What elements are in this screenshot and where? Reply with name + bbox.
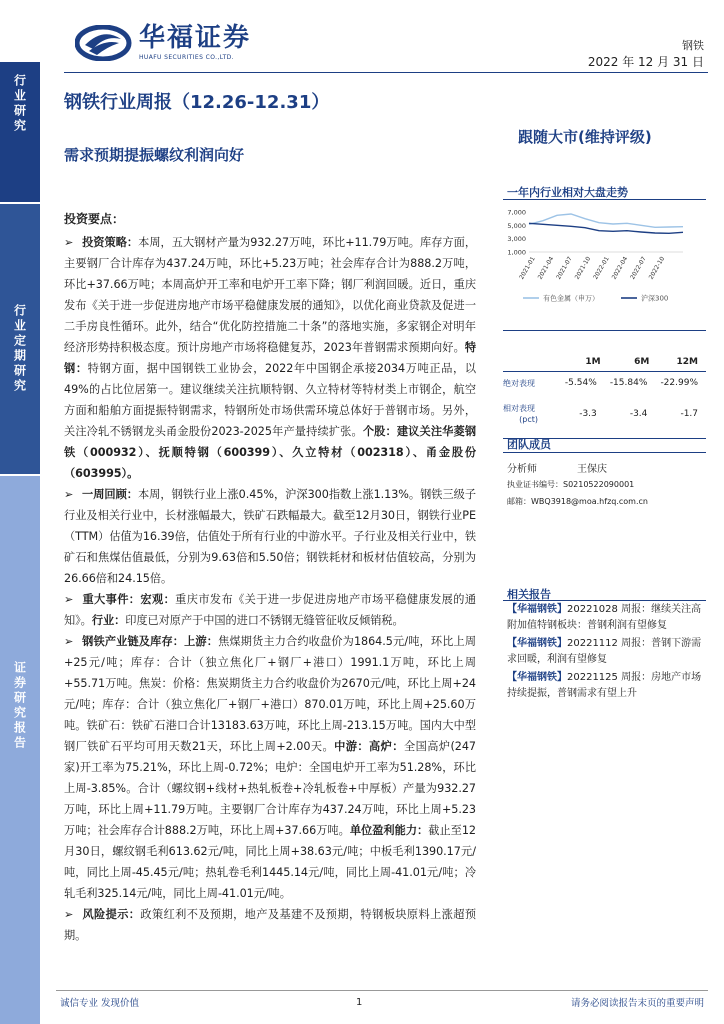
report-text: 20221028 周报：继续关注高附加值特钢板块：普钢利润有望修复 (507, 604, 702, 631)
y-tick-label: 3,000 (507, 235, 526, 244)
para-text: 印度已对原产于中国的进口不锈钢无缝管征收反倾销税。 (125, 614, 404, 627)
related-reports (507, 602, 706, 704)
para-label: 重大事件：宏观： (82, 593, 176, 606)
main-body (64, 232, 476, 946)
cell: -22.99% (660, 378, 699, 388)
analyst (507, 460, 607, 475)
logo-icon (75, 25, 133, 61)
analyst-role: 分析师 (507, 464, 537, 475)
report-text: 20221125 周报：房地产市场持续提振，普钢需求有望上升 (507, 672, 702, 699)
brand-name-cn: 华福证券 (139, 23, 252, 53)
para-label: 钢铁产业链及库存：上游： (82, 635, 219, 648)
analyst-email: 邮箱：WBQ3918@moa.hfzq.com.cn (507, 497, 648, 506)
report-tag: 【华福钢铁】 (507, 638, 567, 649)
page-number: 1 (356, 997, 363, 1008)
x-tick-label: 2022-01 (592, 255, 611, 281)
para-text: 本周，钢铁行业上涨0.45%，沪深300指数上涨1.13%。钢铁三级子行业及相关行业中，长材涨幅最大，铁矿石跌幅最大。截至12月30日，钢铁行业PE（TTM）估值为16.39倍，估值处于所有行业的中游水平。子行业及相关行业中，铁矿石和焦煤估值最低，分别为9.63倍和5.50倍；钢铁耗材和板材估值较高，分别为26.66倍和24.15倍。 (64, 488, 476, 585)
para-label: 特钢： (64, 341, 476, 375)
bullet-icon: ➢ (64, 236, 74, 249)
x-tick-label: 2021-07 (555, 255, 574, 281)
related-report[interactable] (507, 670, 706, 702)
related-heading: 相关报告 (507, 588, 551, 601)
main-heading: 投资要点： (64, 212, 125, 226)
cell: -3.3 (579, 409, 597, 419)
row-label-line1: 相对表现 (503, 404, 535, 413)
legend-label: 有色金属（申万） (543, 294, 599, 303)
sidebar-label-report: 证券研究报告 (12, 661, 27, 751)
analyst-name: 王保庆 (577, 464, 607, 475)
cell: -3.4 (629, 409, 648, 419)
col-12m: 12M (676, 357, 699, 367)
trend-chart-svg (503, 200, 706, 310)
legend-label: 沪深300 (641, 294, 669, 303)
report-tag: 【华福钢铁】 (507, 672, 567, 683)
footer-disclaimer: 请务必阅读报告末页的重要声明 (570, 998, 704, 1009)
bullet-icon: ➢ (64, 593, 74, 606)
para-text: 特钢方面，据中国钢铁工业协会，2022年中国钢企承接2034万吨正品，以49%的占比位居第一。建议继续关注抗顺特钢、久立特材等特材类上市钢企，航空方面和船舶方面提振特钢需求，特钢所处市场供需环境总体好于普钢市场。另外，关注冷轧不锈钢龙头甬金股份2023-2025年产量持续扩张。 (64, 362, 476, 438)
x-tick-label: 2022-10 (647, 255, 667, 281)
paragraph-risk (64, 904, 476, 946)
trend-chart (503, 200, 706, 310)
report-tag: 【华福钢铁】 (507, 604, 567, 615)
performance-table (503, 357, 706, 439)
report-text: 20221112 周报：普钢下游需求回暖，利润有望修复 (507, 638, 702, 665)
cell: -5.54% (564, 378, 597, 388)
x-tick-label: 2022-04 (610, 255, 630, 281)
para-label: 单位盈利能力： (349, 824, 429, 837)
col-6m: 6M (634, 357, 650, 367)
related-report[interactable] (507, 602, 706, 634)
performance-header (503, 357, 706, 372)
sidebar-label-industry: 行业研究 (12, 74, 27, 134)
cell: -1.7 (680, 409, 699, 419)
y-tick-label: 1,000 (507, 248, 526, 257)
cell: -15.84% (609, 378, 648, 388)
para-text: 全国高炉(247家)开工率为75.21%，环比上周-0.72%；电炉：全国电炉开工率为51.28%，环比上周-3.85%。合计（螺纹钢+线材+热轧板卷+冷轧板卷+中厚板）产量为932.27万吨，环比上周+11.79万吨。主要钢厂合计库存为437.24万吨，环比上周+5.23万吨；社会库存合计888.2万吨，环比上周+37.66万吨。 (64, 740, 476, 837)
footer-slogan: 诚信专业 发现价值 (60, 998, 140, 1009)
para-text: 建议关注华菱钢铁（000932）、抚顺特钢（600399）、久立特材（002318）、甬金股份（603995）。 (64, 425, 476, 480)
industry-tag: 钢铁 (682, 39, 704, 52)
paragraph-strategy (64, 232, 476, 484)
bullet-icon: ➢ (64, 488, 74, 501)
para-label: 一周回顾： (82, 488, 138, 501)
para-label: 中游：高炉： (334, 740, 404, 753)
row-label-line2: (pct) (519, 415, 538, 424)
paragraph-chain (64, 631, 476, 904)
team-divider (503, 452, 706, 453)
paragraph-review (64, 484, 476, 589)
para-text: 焦煤期货主力合约收盘价为1864.5元/吨，环比上周+25元/吨；库存：合计（独立焦化厂+钢厂+港口）1991.1万吨，环比上周+55.71万吨。焦炭：价格：焦炭期货主力合约收盘价为2670元/吨，环比上周+24元/吨；库存：合计（独立焦化厂+钢厂+港口）870.01万吨，环比上周+25.60万吨。铁矿石：铁矿石港口合计13183.63万吨，环比上周-213.15万吨。国内大中型钢厂铁矿石平均可用天数21天，环比上周+2.00天。 (64, 635, 476, 753)
performance-row-relative (503, 394, 706, 434)
series-line (529, 223, 683, 233)
header-divider (64, 72, 708, 73)
analyst-cert: 执业证书编号：S0210522090001 (507, 480, 635, 489)
team-heading: 团队成员 (507, 438, 551, 451)
rating: 跟随大市(维持评级) (518, 128, 652, 146)
para-label: 风险提示： (82, 908, 141, 921)
sidebar-block-report (0, 476, 40, 1024)
trend-heading: 一年内行业相对大盘走势 (507, 186, 628, 199)
footer-divider (56, 990, 708, 991)
y-tick-label: 7,000 (507, 208, 526, 217)
para-text: 政策红利不及预期，地产及基建不及预期，特钢板块原料上涨超预期。 (64, 908, 476, 942)
x-tick-label: 2021-01 (518, 255, 537, 281)
sidebar-block-periodic (0, 204, 40, 474)
para-text: 本周，五大钢材产量为932.27万吨，环比+11.79万吨。库存方面，主要钢厂合计库存为437.24万吨，环比+5.23万吨；社会库存合计为888.2万吨，环比+37.66万吨；本周高炉开工率和电炉开工率下降；钢厂利润回暖。近日，重庆发布《关于进一步促进房地产市场平稳健康发展的通知》，以优化商业贷款及促进一二手房良性循环。此外，结合“优化防控措施二十条”的落地实施，多家钢企对明年经济形势持积极态度。预计房地产市场将稳健复苏，2023年普钢需求预期向好。 (64, 236, 476, 354)
row-label (503, 403, 554, 425)
bullet-icon: ➢ (64, 635, 74, 648)
y-tick-label: 5,000 (507, 221, 526, 230)
para-text: 重庆市发布《关于进一步促进房地产市场平稳健康发展的通知》。 (64, 593, 476, 627)
para-text: 截止至12月30日，螺纹钢毛利613.62元/吨，同比上周+38.63元/吨；中板毛利1390.17元/吨，同比上周-45.45元/吨；热轧卷毛利1445.14元/吨，同比上周-41.01元/吨；冷轧毛利325.14元/吨，同比上周-41.01元/吨。 (64, 824, 476, 900)
para-label: 投资策略： (82, 236, 139, 249)
para-label: 行业： (91, 614, 126, 627)
bullet-icon: ➢ (64, 908, 74, 921)
x-tick-label: 2021-10 (573, 255, 593, 281)
related-report[interactable] (507, 636, 706, 668)
brand-logo (75, 24, 251, 61)
row-label: 绝对表现 (503, 378, 535, 388)
sidebar (0, 62, 40, 1024)
related-divider (503, 600, 706, 601)
performance-row-absolute (503, 372, 706, 394)
report-date: 2022 年 12 月 31 日 (587, 55, 704, 69)
sidebar-label-periodic: 行业定期研究 (12, 304, 27, 394)
col-1m: 1M (585, 357, 601, 367)
x-tick-label: 2022-07 (629, 255, 648, 281)
report-subtitle: 需求预期提振螺纹利润向好 (64, 146, 245, 164)
paragraph-events (64, 589, 476, 631)
perf-top-divider (503, 330, 706, 331)
para-label: 个股： (362, 425, 397, 438)
brand-name-en: HUAFU SECURITIES CO.,LTD. (139, 54, 235, 61)
sidebar-block-industry (0, 62, 40, 202)
x-tick-label: 2021-04 (536, 255, 556, 281)
report-title: 钢铁行业周报（12.26-12.31） (64, 92, 330, 113)
